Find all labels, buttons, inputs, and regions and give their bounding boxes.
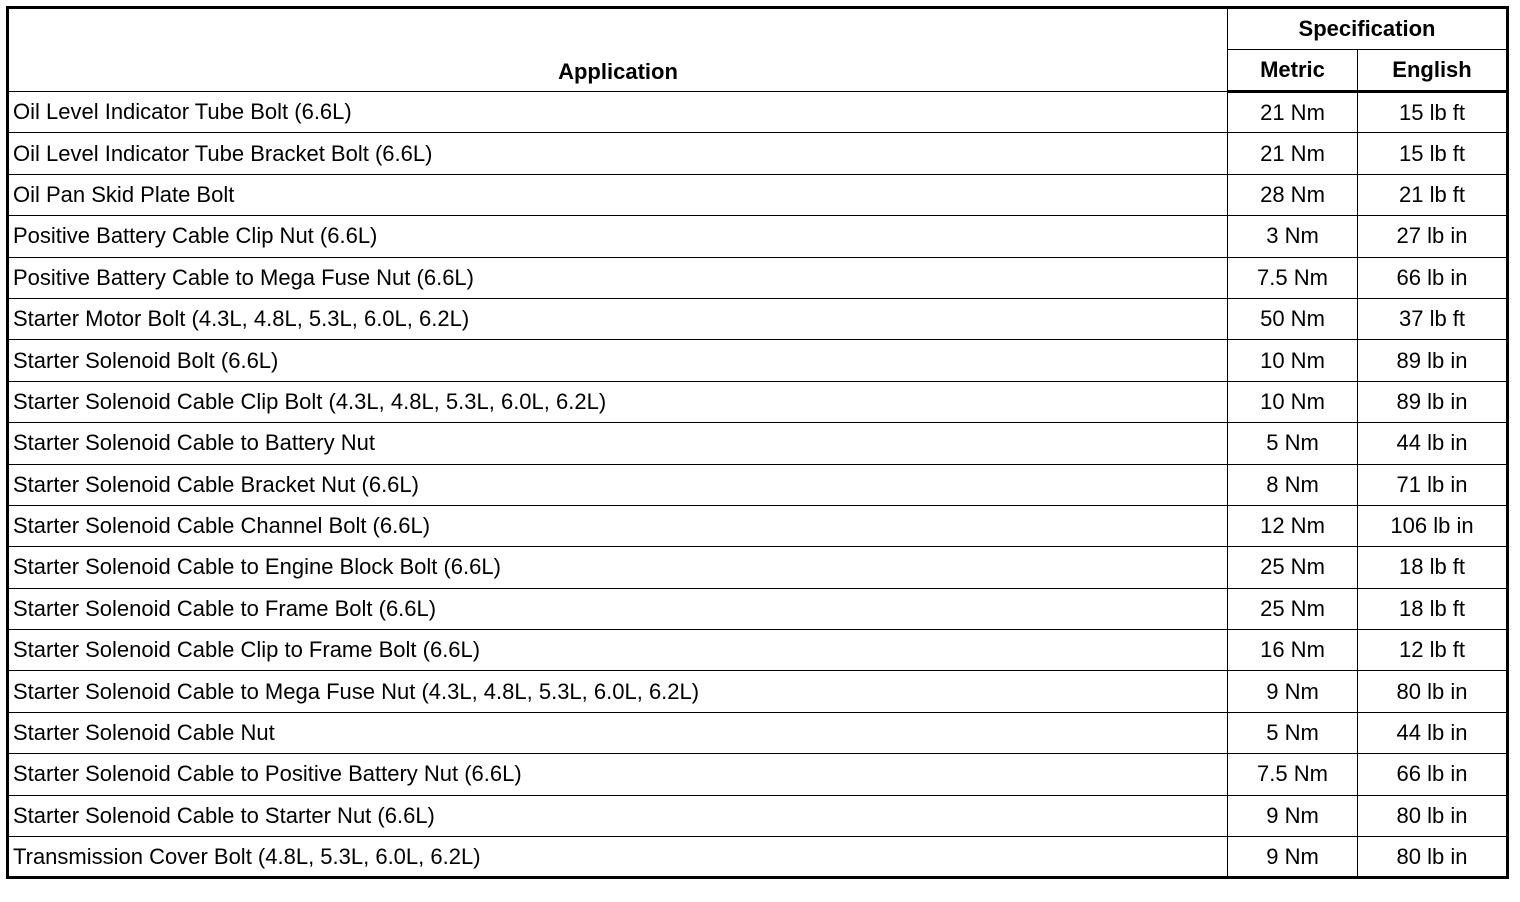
application-cell: Positive Battery Cable Clip Nut (6.6L): [8, 216, 1228, 257]
table-row: [8, 505, 1508, 546]
application-cell: Transmission Cover Bolt (4.8L, 5.3L, 6.0L, 6.2L): [8, 837, 1228, 878]
english-cell: 89 lb in: [1358, 340, 1508, 381]
table-row: [8, 174, 1508, 215]
application-cell: Starter Solenoid Cable Channel Bolt (6.6L): [8, 505, 1228, 546]
table-row: [8, 257, 1508, 298]
table-row: [8, 216, 1508, 257]
metric-cell: 9 Nm: [1228, 795, 1358, 836]
table-row: [8, 754, 1508, 795]
metric-cell: 21 Nm: [1228, 133, 1358, 174]
table-row: [8, 671, 1508, 712]
application-cell: Starter Solenoid Cable Clip Bolt (4.3L, 4.8L, 5.3L, 6.0L, 6.2L): [8, 381, 1228, 422]
application-cell: Positive Battery Cable to Mega Fuse Nut (6.6L): [8, 257, 1228, 298]
english-cell: 89 lb in: [1358, 381, 1508, 422]
english-cell: 80 lb in: [1358, 837, 1508, 878]
english-cell: 44 lb in: [1358, 712, 1508, 753]
table-row: [8, 92, 1508, 133]
application-cell: Oil Level Indicator Tube Bolt (6.6L): [8, 92, 1228, 133]
application-cell: Starter Motor Bolt (4.3L, 4.8L, 5.3L, 6.0L, 6.2L): [8, 298, 1228, 339]
specification-column-header: Specification: [1228, 8, 1508, 50]
application-cell: Starter Solenoid Cable to Battery Nut: [8, 423, 1228, 464]
english-column-header: English: [1358, 50, 1508, 92]
table-row: [8, 547, 1508, 588]
application-cell: Starter Solenoid Cable to Frame Bolt (6.6L): [8, 588, 1228, 629]
application-cell: Starter Solenoid Cable Bracket Nut (6.6L): [8, 464, 1228, 505]
english-cell: 18 lb ft: [1358, 588, 1508, 629]
english-cell: 12 lb ft: [1358, 630, 1508, 671]
metric-cell: 50 Nm: [1228, 298, 1358, 339]
english-cell: 21 lb ft: [1358, 174, 1508, 215]
metric-cell: 5 Nm: [1228, 712, 1358, 753]
torque-specification-table: [6, 6, 1509, 879]
table-row: [8, 381, 1508, 422]
table-row: [8, 464, 1508, 505]
table-row: [8, 712, 1508, 753]
application-cell: Oil Pan Skid Plate Bolt: [8, 174, 1228, 215]
metric-cell: 7.5 Nm: [1228, 754, 1358, 795]
english-cell: 66 lb in: [1358, 257, 1508, 298]
table-row: [8, 298, 1508, 339]
metric-cell: 21 Nm: [1228, 92, 1358, 133]
metric-cell: 25 Nm: [1228, 588, 1358, 629]
metric-cell: 25 Nm: [1228, 547, 1358, 588]
metric-cell: 10 Nm: [1228, 340, 1358, 381]
application-cell: Starter Solenoid Cable to Engine Block Bolt (6.6L): [8, 547, 1228, 588]
application-cell: Starter Solenoid Bolt (6.6L): [8, 340, 1228, 381]
english-cell: 27 lb in: [1358, 216, 1508, 257]
table-row: [8, 340, 1508, 381]
english-cell: 80 lb in: [1358, 671, 1508, 712]
metric-cell: 3 Nm: [1228, 216, 1358, 257]
english-cell: 15 lb ft: [1358, 133, 1508, 174]
english-cell: 44 lb in: [1358, 423, 1508, 464]
table-row: [8, 133, 1508, 174]
metric-cell: 16 Nm: [1228, 630, 1358, 671]
english-cell: 106 lb in: [1358, 505, 1508, 546]
table-row: [8, 837, 1508, 878]
table-body: [8, 92, 1508, 878]
metric-cell: 8 Nm: [1228, 464, 1358, 505]
application-cell: Starter Solenoid Cable to Positive Battery Nut (6.6L): [8, 754, 1228, 795]
metric-cell: 28 Nm: [1228, 174, 1358, 215]
english-cell: 66 lb in: [1358, 754, 1508, 795]
english-cell: 80 lb in: [1358, 795, 1508, 836]
metric-cell: 9 Nm: [1228, 837, 1358, 878]
table-row: [8, 630, 1508, 671]
english-cell: 71 lb in: [1358, 464, 1508, 505]
table-row: [8, 423, 1508, 464]
application-column-header: Application: [8, 8, 1228, 92]
metric-cell: 12 Nm: [1228, 505, 1358, 546]
metric-cell: 5 Nm: [1228, 423, 1358, 464]
metric-cell: 9 Nm: [1228, 671, 1358, 712]
english-cell: 15 lb ft: [1358, 92, 1508, 133]
application-cell: Starter Solenoid Cable Clip to Frame Bolt (6.6L): [8, 630, 1228, 671]
metric-cell: 10 Nm: [1228, 381, 1358, 422]
application-cell: Oil Level Indicator Tube Bracket Bolt (6.6L): [8, 133, 1228, 174]
application-cell: Starter Solenoid Cable to Mega Fuse Nut (4.3L, 4.8L, 5.3L, 6.0L, 6.2L): [8, 671, 1228, 712]
table-row: [8, 795, 1508, 836]
application-cell: Starter Solenoid Cable Nut: [8, 712, 1228, 753]
table-row: [8, 588, 1508, 629]
english-cell: 37 lb ft: [1358, 298, 1508, 339]
metric-cell: 7.5 Nm: [1228, 257, 1358, 298]
metric-column-header: Metric: [1228, 50, 1358, 92]
english-cell: 18 lb ft: [1358, 547, 1508, 588]
application-cell: Starter Solenoid Cable to Starter Nut (6.6L): [8, 795, 1228, 836]
